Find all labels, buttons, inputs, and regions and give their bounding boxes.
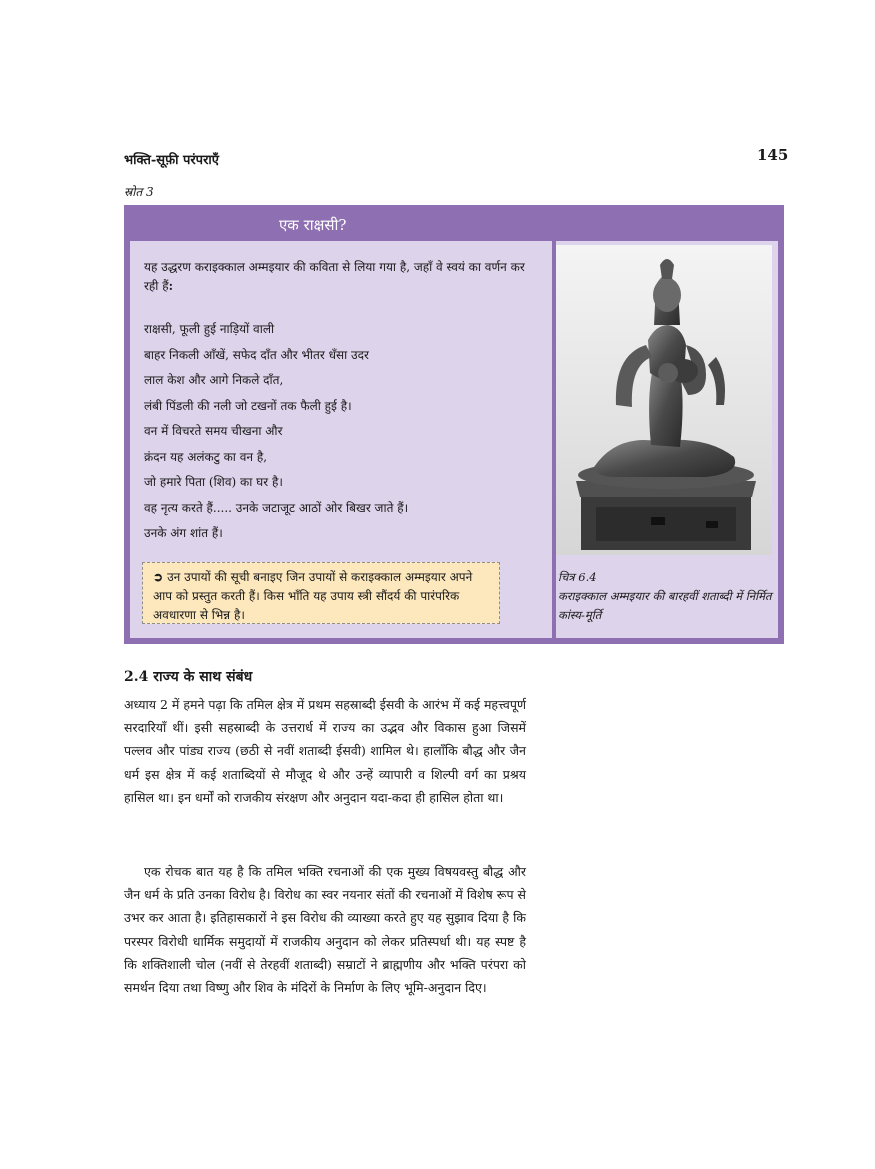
- bronze-statue-image: [556, 245, 772, 555]
- intro-colon: :: [168, 279, 174, 293]
- poem-line: क्रंदन यह अलंकटु का वन है,: [144, 449, 268, 464]
- poem: [144, 317, 544, 547]
- poem-line: बाहर निकली आँखें, सफेद दाँत और भीतर धँसा उदर: [144, 347, 369, 362]
- arrow-icon: ➲: [153, 570, 164, 584]
- question-box: [142, 562, 500, 624]
- intro-text: [144, 258, 539, 296]
- intro-sentence: यह उद्धरण कराइक्काल अम्मइयार की कविता से लिया गया है, जहाँ वे स्वयं का वर्णन कर रही हैं: [144, 260, 525, 293]
- poem-line: उनके अंग शांत हैं।: [144, 526, 223, 540]
- page-number: 145: [757, 146, 789, 164]
- source-box: [124, 205, 784, 644]
- source-label: स्रोत 3: [124, 185, 154, 199]
- poem-line: लंबी पिंडली की नली जो टखनों तक फैली हुई है।: [144, 398, 352, 413]
- poem-line: लाल केश और आगे निकले दाँत,: [144, 373, 284, 387]
- poem-line: वन में विचरते समय चीखना और: [144, 424, 283, 438]
- text-panel: [130, 241, 552, 638]
- figure-label: चित्र 6.4: [558, 570, 597, 584]
- body-paragraph: एक रोचक बात यह है कि तमिल भक्ति रचनाओं की एक मुख्य विषयवस्तु बौद्ध और जैन धर्म के प्रति उनका विरोध है। विरोध का स्वर नयनार संतों की रचनाओं में विशेष रूप से उभर कर आता है। इतिहासकारों ने इस विरोध की व्याख्या करते हुए यह सुझाव दिया है कि परस्पर विरोधी धार्मिक समुदायों में राजकीय अनुदान को लेकर प्रतिस्पर्धा थी। यह स्पष्ट है कि शक्तिशाली चोल (नवीं से तेरहवीं शताब्दी) सम्राटों ने ब्राह्मणीय और भक्ति परंपरा को समर्थन दिया तथा विष्णु और शिव के मंदिरों के निर्माण के लिए भूमि-अनुदान दिए।: [124, 864, 526, 996]
- running-title: भक्ति-सूफ़ी परंपराएँ: [124, 153, 219, 168]
- poem-line: जो हमारे पिता (शिव) का घर है।: [144, 475, 283, 489]
- poem-line: वह नृत्य करते हैं..... उनके जटाजूट आठों ओर बिखर जाते हैं।: [144, 500, 409, 515]
- figure-panel: [556, 241, 778, 638]
- figure-caption: [558, 568, 774, 625]
- body-paragraph: अध्याय 2 में हमने पढ़ा कि तमिल क्षेत्र में प्रथम सहस्राब्दी ईसवी के आरंभ में कई महत्त्वपूर्ण सरदारियाँ थीं। इसी सहस्राब्दी के उत्तरार्ध में राज्य का उद्भव और विकास हुआ जिसमें पल्लव और पांड्य राज्य (छठी से नवीं शताब्दी ईसवी) शामिल थे। हालाँकि बौद्ध और जैन धर्म इस क्षेत्र में कई शताब्दियों से मौजूद थे और उन्हें व्यापारी व शिल्पी वर्ग का प्रश्रय हासिल था। इन धर्मों को राजकीय संरक्षण और अनुदान यदा-कदा ही हासिल होता था।: [124, 697, 526, 805]
- question-text: उन उपायों की सूची बनाइए जिन उपायों से कराइक्काल अम्मइयार अपने आप को प्रस्तुत करती हैं। किस भाँति यह उपाय स्त्री सौंदर्य की पारंपरिक अवधारणा से भिन्न है।: [153, 570, 473, 622]
- source-box-title: एक राक्षसी?: [279, 216, 347, 234]
- section-heading: 2.4 राज्य के साथ संबंध: [124, 669, 253, 685]
- figure-caption-text: कराइक्काल अम्मइयार की बारहवीं शताब्दी में निर्मित कांस्य-मूर्ति: [558, 589, 772, 622]
- poem-line: राक्षसी, फूली हुई नाड़ियों वाली: [144, 322, 275, 336]
